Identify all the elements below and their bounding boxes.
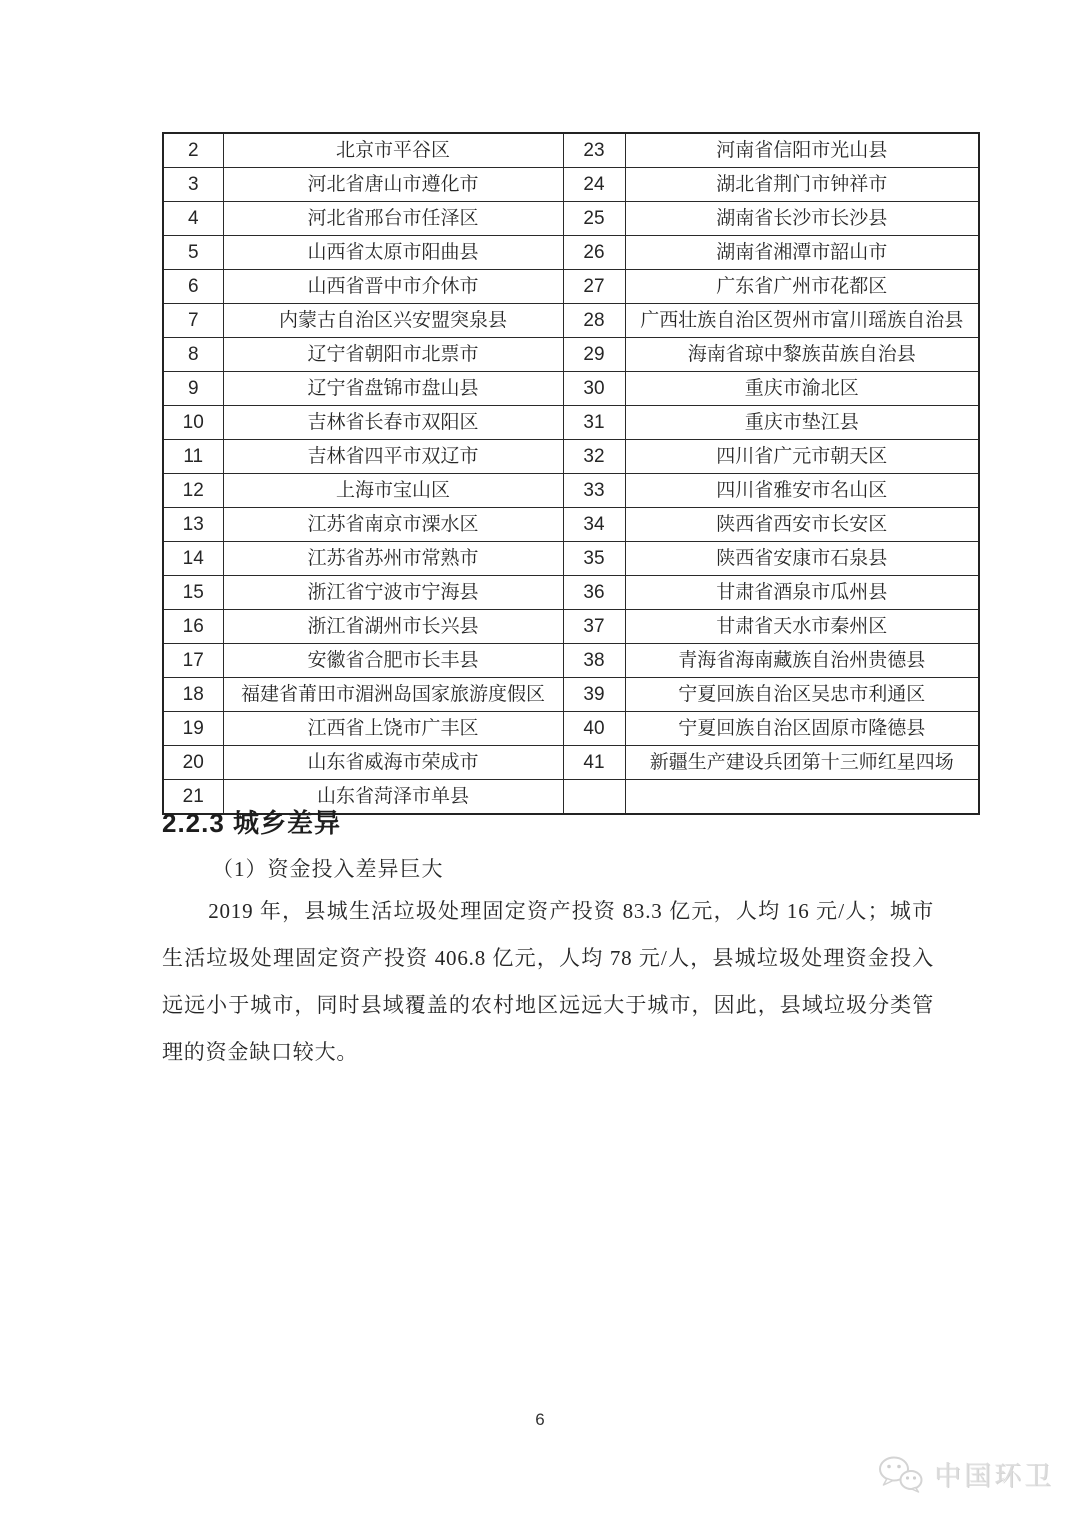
left-region-cell: 安徽省合肥市长丰县 (223, 644, 563, 678)
right-region-cell: 湖南省长沙市长沙县 (625, 202, 979, 236)
right-rank-cell: 32 (563, 440, 625, 474)
left-region-cell: 山西省晋中市介休市 (223, 270, 563, 304)
left-rank-cell: 6 (163, 270, 223, 304)
right-region-cell: 海南省琼中黎族苗族自治县 (625, 338, 979, 372)
left-rank-cell: 18 (163, 678, 223, 712)
left-rank-cell: 10 (163, 406, 223, 440)
right-region-cell: 宁夏回族自治区固原市隆德县 (625, 712, 979, 746)
left-rank-cell: 19 (163, 712, 223, 746)
table-row (163, 576, 979, 610)
section-heading: 2.2.3 城乡差异 (162, 808, 342, 838)
left-rank-cell: 16 (163, 610, 223, 644)
right-rank-cell: 38 (563, 644, 625, 678)
right-region-cell (625, 780, 979, 815)
table-row (163, 474, 979, 508)
left-rank-cell: 9 (163, 372, 223, 406)
right-region-cell: 河南省信阳市光山县 (625, 133, 979, 168)
table-row (163, 236, 979, 270)
left-region-cell: 江苏省南京市溧水区 (223, 508, 563, 542)
table-row (163, 440, 979, 474)
table-row (163, 610, 979, 644)
right-rank-cell: 25 (563, 202, 625, 236)
right-region-cell: 陕西省西安市长安区 (625, 508, 979, 542)
right-rank-cell (563, 780, 625, 815)
right-region-cell: 重庆市渝北区 (625, 372, 979, 406)
left-rank-cell: 14 (163, 542, 223, 576)
left-region-cell: 河北省邢台市任泽区 (223, 202, 563, 236)
table-row (163, 406, 979, 440)
left-region-cell: 北京市平谷区 (223, 133, 563, 168)
right-rank-cell: 40 (563, 712, 625, 746)
right-region-cell: 四川省雅安市名山区 (625, 474, 979, 508)
table-row (163, 644, 979, 678)
left-region-cell: 浙江省宁波市宁海县 (223, 576, 563, 610)
right-region-cell: 四川省广元市朝天区 (625, 440, 979, 474)
right-region-cell: 陕西省安康市石泉县 (625, 542, 979, 576)
table-row (163, 133, 979, 168)
left-rank-cell: 7 (163, 304, 223, 338)
left-region-cell: 山西省太原市阳曲县 (223, 236, 563, 270)
left-region-cell: 上海市宝山区 (223, 474, 563, 508)
page-number: 6 (535, 1410, 545, 1429)
region-ranking-table (162, 132, 980, 815)
left-region-cell: 山东省威海市荣成市 (223, 746, 563, 780)
right-rank-cell: 26 (563, 236, 625, 270)
left-region-cell: 江西省上饶市广丰区 (223, 712, 563, 746)
right-rank-cell: 27 (563, 270, 625, 304)
left-region-cell: 江苏省苏州市常熟市 (223, 542, 563, 576)
subsection-heading: （1）资金投入差异巨大 (212, 857, 444, 881)
right-rank-cell: 41 (563, 746, 625, 780)
table-row (163, 202, 979, 236)
right-rank-cell: 23 (563, 133, 625, 168)
left-rank-cell: 20 (163, 746, 223, 780)
right-region-cell: 湖南省湘潭市韶山市 (625, 236, 979, 270)
right-region-cell: 甘肃省酒泉市瓜州县 (625, 576, 979, 610)
right-rank-cell: 29 (563, 338, 625, 372)
table-row (163, 746, 979, 780)
watermark (878, 1454, 1054, 1493)
left-rank-cell: 8 (163, 338, 223, 372)
table-row (163, 270, 979, 304)
left-region-cell: 河北省唐山市遵化市 (223, 168, 563, 202)
right-region-cell: 广西壮族自治区贺州市富川瑶族自治县 (625, 304, 979, 338)
left-region-cell: 内蒙古自治区兴安盟突泉县 (223, 304, 563, 338)
table-row (163, 372, 979, 406)
watermark-label: 中国环卫 (934, 1461, 1054, 1491)
left-region-cell: 辽宁省盘锦市盘山县 (223, 372, 563, 406)
table-row (163, 338, 979, 372)
right-region-cell: 青海省海南藏族自治州贵德县 (625, 644, 979, 678)
right-rank-cell: 33 (563, 474, 625, 508)
right-region-cell: 新疆生产建设兵团第十三师红星四场 (625, 746, 979, 780)
right-region-cell: 宁夏回族自治区吴忠市利通区 (625, 678, 979, 712)
body-paragraph: 2019 年，县城生活垃圾处理固定资产投资 83.3 亿元，人均 16 元/人；城市生活垃圾处理固定资产投资 406.8 亿元，人均 78 元/人，县城垃圾处理资金投入远远小于城市，同时县域覆盖的农村地区远远大于城市，因此，县域垃圾分类管理的资金缺口较大。 (162, 899, 934, 1064)
left-rank-cell: 13 (163, 508, 223, 542)
wechat-icon (878, 1455, 924, 1493)
right-region-cell: 甘肃省天水市秦州区 (625, 610, 979, 644)
table-row (163, 168, 979, 202)
left-region-cell: 吉林省长春市双阳区 (223, 406, 563, 440)
left-rank-cell: 3 (163, 168, 223, 202)
right-region-cell: 重庆市垫江县 (625, 406, 979, 440)
left-region-cell: 辽宁省朝阳市北票市 (223, 338, 563, 372)
table-row (163, 712, 979, 746)
right-rank-cell: 35 (563, 542, 625, 576)
left-rank-cell: 11 (163, 440, 223, 474)
left-rank-cell: 4 (163, 202, 223, 236)
left-rank-cell: 15 (163, 576, 223, 610)
right-rank-cell: 31 (563, 406, 625, 440)
right-rank-cell: 24 (563, 168, 625, 202)
left-region-cell: 山东省菏泽市单县 (223, 780, 563, 815)
left-rank-cell: 2 (163, 133, 223, 168)
table-row (163, 304, 979, 338)
right-rank-cell: 37 (563, 610, 625, 644)
left-rank-cell: 21 (163, 780, 223, 815)
left-region-cell: 福建省莆田市湄洲岛国家旅游度假区 (223, 678, 563, 712)
table-row (163, 542, 979, 576)
right-rank-cell: 34 (563, 508, 625, 542)
left-rank-cell: 12 (163, 474, 223, 508)
right-rank-cell: 36 (563, 576, 625, 610)
table-row (163, 508, 979, 542)
right-rank-cell: 30 (563, 372, 625, 406)
right-region-cell: 广东省广州市花都区 (625, 270, 979, 304)
left-region-cell: 吉林省四平市双辽市 (223, 440, 563, 474)
table-row (163, 678, 979, 712)
left-rank-cell: 17 (163, 644, 223, 678)
right-rank-cell: 28 (563, 304, 625, 338)
right-rank-cell: 39 (563, 678, 625, 712)
left-region-cell: 浙江省湖州市长兴县 (223, 610, 563, 644)
right-region-cell: 湖北省荆门市钟祥市 (625, 168, 979, 202)
left-rank-cell: 5 (163, 236, 223, 270)
